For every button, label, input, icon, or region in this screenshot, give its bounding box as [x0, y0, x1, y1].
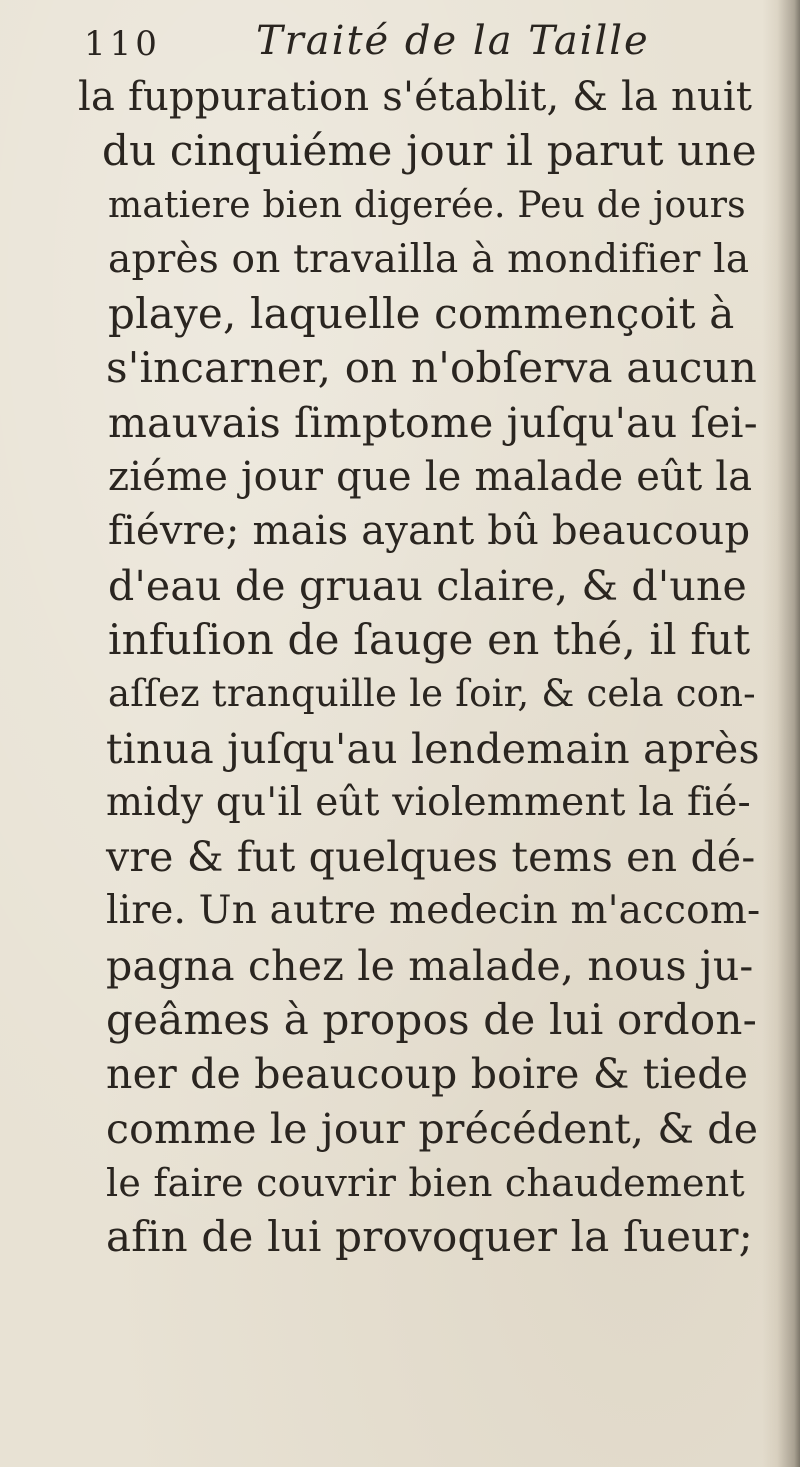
text-line: s'incarner, on n'obſerva aucun: [106, 343, 758, 393]
text-line: du cinquiéme jour il parut une: [102, 126, 757, 176]
text-line: tinua juſqu'au lendemain après: [106, 724, 760, 773]
text-line: vre & fut quelques tems en dé-: [106, 833, 756, 882]
text-line: la fuppuration s'établit, & la nuit: [78, 74, 753, 120]
page-header: [84, 18, 724, 78]
text-line: comme le jour précédent, & de: [106, 1104, 759, 1153]
text-line: fiévre; mais ayant bû beaucoup: [108, 508, 751, 555]
text-line: matiere bien digerée. Peu de jours: [108, 184, 746, 226]
text-line: lire. Un autre medecin m'accom-: [106, 888, 761, 934]
text-line: geâmes à propos de lui ordon-: [106, 995, 758, 1045]
text-line: midy qu'il eût violemment la fié-: [106, 779, 751, 825]
text-line: ziéme jour que le malade eût la: [108, 454, 753, 501]
text-line: playe, laquelle commençoit à: [108, 289, 735, 339]
text-line: aſſez tranquille le ſoir, & cela con-: [108, 672, 756, 716]
text-line: pagna chez le malade, nous ju-: [106, 941, 754, 990]
text-line: après on travailla à mondifier la: [108, 236, 750, 282]
text-line: d'eau de gruau claire, & d'une: [108, 561, 748, 610]
text-line: infuſion de ſauge en thé, il fut: [108, 614, 751, 664]
text-line: afin de lui provoquer la ſueur;: [106, 1212, 754, 1262]
page-number: 110: [84, 24, 161, 64]
running-title: Traité de la Taille: [256, 18, 650, 64]
text-line: le faire couvrir bien chaudement: [106, 1160, 745, 1205]
text-line: ner de beaucoup boire & tiede: [106, 1050, 749, 1099]
text-line: mauvais ſimptome juſqu'au ſei-: [108, 398, 758, 447]
body-text: [60, 70, 770, 1265]
